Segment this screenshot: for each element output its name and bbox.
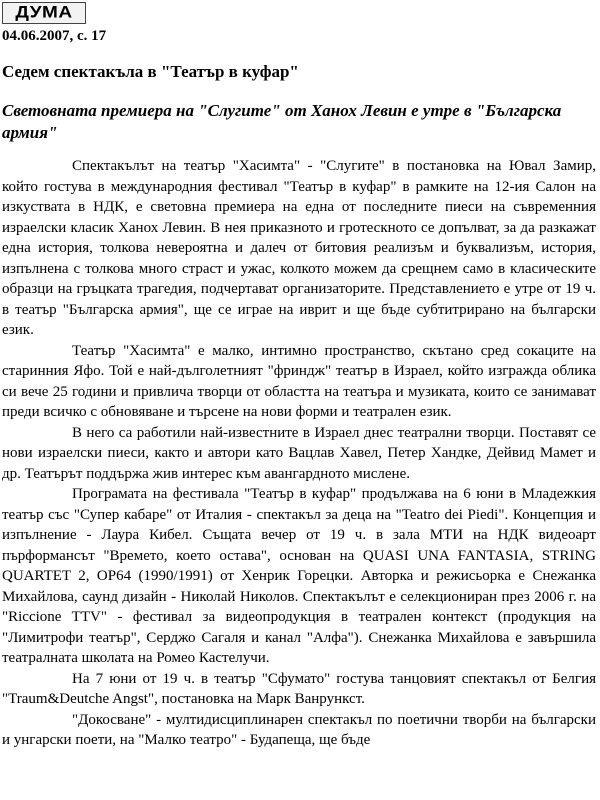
article-paragraph: Програмата на фестивала "Театър в куфар" продължава на 6 юни в Младежкия театър със "Супер кабаре" от Италия - спектакъл за деца на "Teatro dei Piedi". Концепция и изпълнение - Лаура Кибел. Същата вечер от 19 ч. в зала МТИ на НДК видеоарт пърформансът "Времето, което остава", основан на QUASI UNA FANTASIA, STRING QUARTET 2, OP64 (1990/1991) от Хенрик Горецки. Авторка и режисьорка е Снежанка Михайлова, саунд дизайн - Николай Николов. Спектакълът е селекциониран през 2006 г. на "Riccione TTV" - фестивал за видеопродукция в театрален контекст (продукция на "Лимитрофи театър", Серджо Сагаля и канал "Алфа"). Снежанка Михайлова е завършила театралната школата на Ромео Кастелучи.	[2, 486, 596, 666]
article-paragraph: На 7 юни от 19 ч. в театър "Сфумато" гостува танцовият спектакъл от Белгия "Traum&Deutche Angst", постановка на Марк Ванрункст.	[2, 670, 596, 707]
newspaper-logo	[2, 2, 86, 24]
dateline: 04.06.2007, с. 17	[2, 28, 107, 44]
article-paragraph: Театър "Хасимта" е малко, интимно пространство, скътано сред сокаците на старинния Яфо. Той е най-дълголетният "фриндж" театър в Израел, който изгражда облика си вече 25 години и привлича творци от областта на театъра и музиката, които се занимават преди всичко с обновяване и търсене на нови форми и театрален език.	[2, 342, 596, 420]
article-title: Седем спектакъла в "Театър в куфар"	[2, 62, 299, 81]
article-paragraph: В него са работили най-известните в Израел днес театрални творци. Поставят се нови израелски пиеси, както и автори като Вацлав Хавел, Петер Хандке, Дейвид Мамет и др. Театърът поддържа жив интерес към авангардното мислене.	[2, 424, 596, 482]
newspaper-logo-text: ДУМА	[15, 3, 73, 22]
article-subtitle: Световната премиера на "Слугите" от Ханох Левин е утре в "Българска армия"	[2, 101, 562, 142]
article-paragraph: Спектакълът на театър "Хасимта" - "Слугите" в постановка на Ювал Замир, който гостува в международния фестивал "Театър в куфар" в рамките на 12-ия Салон на изкуствата в НДК, е световна премиера на една от последните пиеси на съвременния израелски класик Ханох Левин. В нея приказното и гротескното се допълват, за да разкажат една история, толкова невероятна и далеч от битовия реализъм и буквализъм, история, изпълнена с толкова много страст и ужас, колкото можем да срещнем само в класическите образци на гръцката трагедия, подчертават организаторите. Представлението е утре от 19 ч. в театър "Българска армия", ще се играе на иврит и ще бъде субтитрирано на български език.	[2, 158, 596, 338]
article-body	[2, 156, 596, 751]
article-paragraph: "Докосване" - мултидисциплинарен спектакъл по поетични творби на български и унгарски поети, на "Малко театро" - Будапеща, ще бъде	[2, 711, 596, 748]
